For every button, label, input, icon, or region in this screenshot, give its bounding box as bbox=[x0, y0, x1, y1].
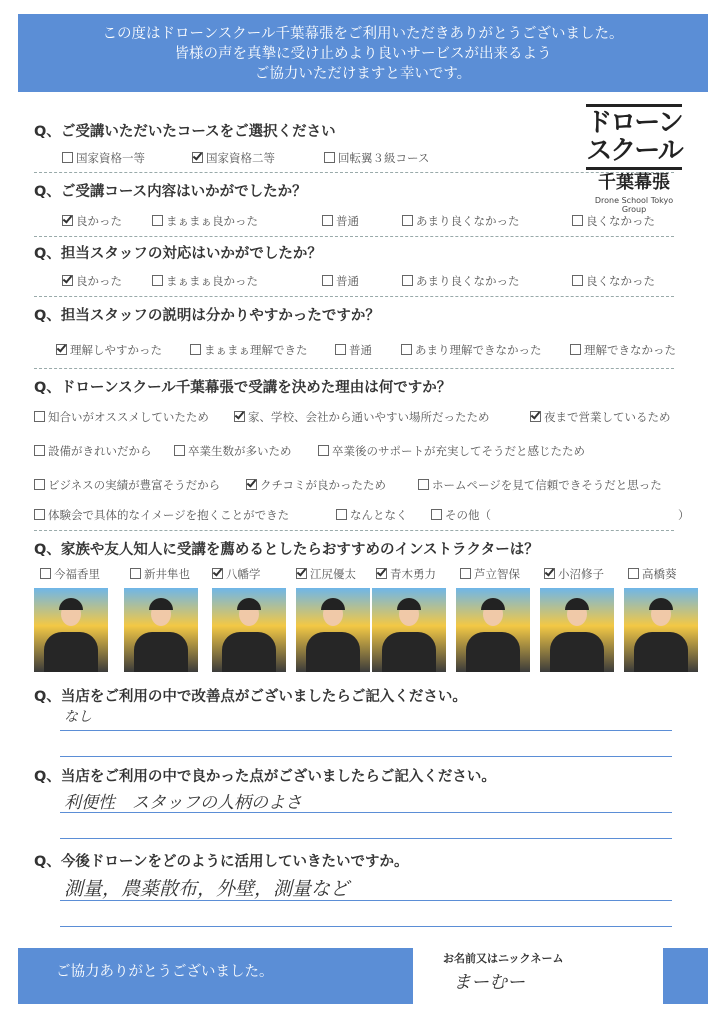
checkbox[interactable] bbox=[152, 215, 163, 226]
q3-option-4[interactable] bbox=[402, 273, 520, 289]
question-2: Q、ご受講コース内容はいかがでしたか？ bbox=[34, 184, 307, 200]
option-label: 良かった bbox=[76, 274, 122, 288]
option-label: 卒業後のサポートが充実してそうだと感じたため bbox=[332, 444, 585, 458]
checkbox[interactable] bbox=[318, 445, 329, 456]
checkbox[interactable] bbox=[401, 344, 412, 355]
q4-option-4[interactable] bbox=[401, 342, 542, 358]
header-line-1: この度はドローンスクール千葉幕張をご利用いただきありがとうございました。 bbox=[102, 26, 624, 42]
answer-line bbox=[60, 756, 672, 757]
checkbox[interactable] bbox=[34, 445, 45, 456]
q5-option-5[interactable] bbox=[174, 443, 292, 459]
option-label: 普通 bbox=[349, 343, 372, 357]
q2-option-4[interactable] bbox=[402, 213, 520, 229]
name-field[interactable]: まーむー bbox=[453, 972, 525, 993]
q3-option-2[interactable] bbox=[152, 273, 258, 289]
checkbox[interactable] bbox=[336, 509, 347, 520]
checkbox[interactable] bbox=[570, 344, 581, 355]
option-label: 夜まで営業しているため bbox=[544, 410, 671, 424]
question-6: Q、家族や友人知人に受講を薦めるとしたらおすすめのインストラクターは？ bbox=[34, 542, 539, 558]
logo-line-1: ドローン bbox=[586, 108, 682, 138]
q1-option-2[interactable] bbox=[192, 150, 275, 166]
q4-option-5[interactable] bbox=[570, 342, 676, 358]
checkbox[interactable] bbox=[190, 344, 201, 355]
option-label: 良くなかった bbox=[586, 274, 655, 288]
instructor-photo-7 bbox=[540, 588, 614, 672]
q8-answer[interactable]: 利便性 スタッフの人柄のよさ bbox=[64, 793, 302, 813]
checkbox[interactable] bbox=[324, 152, 335, 163]
checkbox-checked[interactable] bbox=[246, 479, 257, 490]
instructor-option-6[interactable] bbox=[460, 566, 520, 582]
q5-option-2[interactable] bbox=[234, 409, 490, 425]
q5-option-10[interactable] bbox=[34, 507, 289, 523]
instructor-name: 江尻優太 bbox=[310, 567, 356, 581]
instructor-option-7[interactable] bbox=[544, 566, 604, 582]
q2-option-1[interactable] bbox=[62, 213, 122, 229]
checkbox[interactable] bbox=[460, 568, 471, 579]
q5-option-8[interactable] bbox=[246, 477, 386, 493]
checkbox-checked[interactable] bbox=[62, 215, 73, 226]
option-label: 国家資格二等 bbox=[206, 151, 275, 165]
question-9: Q、今後ドローンをどのように活用していきたいですか。 bbox=[34, 854, 409, 870]
checkbox-checked[interactable] bbox=[296, 568, 307, 579]
option-label: 理解できなかった bbox=[584, 343, 676, 357]
question-4: Q、担当スタッフの説明は分かりやすかったですか？ bbox=[34, 308, 380, 324]
option-label: クチコミが良かったため bbox=[260, 478, 387, 492]
question-1: Q、ご受講いただいたコースをご選択ください bbox=[34, 124, 336, 140]
option-label: あまり良くなかった bbox=[416, 274, 520, 288]
instructor-name: 小沼修子 bbox=[558, 567, 604, 581]
checkbox-checked[interactable] bbox=[376, 568, 387, 579]
q4-option-3[interactable] bbox=[335, 342, 372, 358]
instructor-photo-4 bbox=[296, 588, 370, 672]
checkbox[interactable] bbox=[402, 275, 413, 286]
option-label: ホームページを見て信頼できそうだと思った bbox=[432, 478, 662, 492]
checkbox[interactable] bbox=[431, 509, 442, 520]
instructor-photo-8 bbox=[624, 588, 698, 672]
option-label: 設備がきれいだから bbox=[48, 444, 152, 458]
instructor-name: 芦立智保 bbox=[474, 567, 520, 581]
q1-option-1[interactable] bbox=[62, 150, 145, 166]
checkbox-checked[interactable] bbox=[62, 275, 73, 286]
checkbox[interactable] bbox=[628, 568, 639, 579]
option-label: 普通 bbox=[336, 274, 359, 288]
checkbox[interactable] bbox=[322, 275, 333, 286]
checkbox-checked[interactable] bbox=[234, 411, 245, 422]
instructor-name: 青木勇力 bbox=[390, 567, 436, 581]
q5-option-11[interactable] bbox=[336, 507, 408, 523]
q9-answer[interactable]: 測量，農薬散布，外壁，測量など bbox=[64, 878, 350, 900]
instructor-option-3[interactable] bbox=[212, 566, 261, 582]
option-label: 体験会で具体的なイメージを抱くことができた bbox=[48, 508, 290, 522]
checkbox[interactable] bbox=[402, 215, 413, 226]
checkbox-checked[interactable] bbox=[212, 568, 223, 579]
name-box bbox=[413, 948, 663, 1004]
q5-option-7[interactable] bbox=[34, 477, 220, 493]
q5-option-1[interactable] bbox=[34, 409, 209, 425]
option-label: あまり理解できなかった bbox=[415, 343, 542, 357]
question-3: Q、担当スタッフの対応はいかがでしたか？ bbox=[34, 246, 322, 262]
option-label: 家、学校、会社から通いやすい場所だったため bbox=[248, 410, 490, 424]
header-line-3: ご協力いただけますと幸いです。 bbox=[254, 66, 472, 82]
q3-option-3[interactable] bbox=[322, 273, 359, 289]
checkbox-checked[interactable] bbox=[544, 568, 555, 579]
q3-option-1[interactable] bbox=[62, 273, 122, 289]
q5-option-12[interactable] bbox=[431, 507, 491, 523]
q2-option-2[interactable] bbox=[152, 213, 258, 229]
q1-option-3[interactable] bbox=[324, 150, 429, 166]
option-label: なんとなく bbox=[350, 508, 408, 522]
question-7: Q、当店をご利用の中で改善点がございましたらご記入ください。 bbox=[34, 689, 467, 705]
instructor-photo-5 bbox=[372, 588, 446, 672]
instructor-name: 新井隼也 bbox=[144, 567, 190, 581]
instructor-option-1[interactable] bbox=[40, 566, 100, 582]
instructor-option-8[interactable] bbox=[628, 566, 677, 582]
option-label: あまり良くなかった bbox=[416, 214, 520, 228]
option-label: 卒業生数が多いため bbox=[188, 444, 292, 458]
answer-line bbox=[60, 730, 672, 731]
survey-footer bbox=[18, 948, 708, 1004]
divider bbox=[34, 236, 674, 237]
instructor-name: 八幡学 bbox=[226, 567, 261, 581]
checkbox[interactable] bbox=[335, 344, 346, 355]
q5-option-3[interactable] bbox=[530, 409, 671, 425]
header-line-2: 皆様の声を真摯に受け止めより良いサービスが出来るよう bbox=[174, 46, 552, 62]
divider bbox=[34, 172, 674, 173]
q4-option-1[interactable] bbox=[56, 342, 162, 358]
instructor-photo-1 bbox=[34, 588, 108, 672]
checkbox-checked[interactable] bbox=[530, 411, 541, 422]
instructor-name: 高橋葵 bbox=[642, 567, 677, 581]
q5-option-9[interactable] bbox=[418, 477, 662, 493]
checkbox-checked[interactable] bbox=[192, 152, 203, 163]
divider bbox=[34, 368, 674, 369]
name-label: お名前又はニックネーム bbox=[443, 952, 564, 965]
instructor-option-5[interactable] bbox=[376, 566, 436, 582]
survey-header bbox=[18, 14, 708, 92]
answer-line bbox=[60, 812, 672, 813]
q3-option-5[interactable] bbox=[572, 273, 655, 289]
checkbox[interactable] bbox=[152, 275, 163, 286]
logo-line-4: Drone School Tokyo Group bbox=[594, 196, 674, 214]
option-label: まぁまぁ良かった bbox=[166, 214, 258, 228]
question-8: Q、当店をご利用の中で良かった点がございましたらご記入ください。 bbox=[34, 769, 496, 785]
footer-thanks: ご協力ありがとうございました。 bbox=[56, 964, 274, 980]
checkbox[interactable] bbox=[130, 568, 141, 579]
q5-other-close: ） bbox=[678, 508, 690, 522]
checkbox[interactable] bbox=[322, 215, 333, 226]
option-label: 知合いがオススメしていたため bbox=[48, 410, 209, 424]
q5-option-6[interactable] bbox=[318, 443, 585, 459]
option-label: ビジネスの実績が豊富そうだから bbox=[48, 478, 221, 492]
answer-line bbox=[60, 838, 672, 839]
instructor-option-2[interactable] bbox=[130, 566, 190, 582]
school-logo bbox=[582, 102, 686, 214]
logo-line-2: スクール bbox=[586, 136, 682, 166]
instructor-name: 今福香里 bbox=[54, 567, 100, 581]
option-label: まぁまぁ理解できた bbox=[204, 343, 308, 357]
option-label: 国家資格一等 bbox=[76, 151, 145, 165]
option-label: 普通 bbox=[336, 214, 359, 228]
option-label: 回転翼３級コース bbox=[338, 151, 430, 165]
logo-line-3: 千葉幕張 bbox=[598, 172, 670, 193]
q2-option-5[interactable] bbox=[572, 213, 655, 229]
option-label: その他（ bbox=[445, 508, 491, 522]
q5-option-4[interactable] bbox=[34, 443, 152, 459]
divider bbox=[34, 296, 674, 297]
answer-line bbox=[60, 926, 672, 927]
answer-line bbox=[60, 900, 672, 901]
checkbox[interactable] bbox=[34, 509, 45, 520]
instructor-photo-2 bbox=[124, 588, 198, 672]
option-label: 良かった bbox=[76, 214, 122, 228]
q2-option-3[interactable] bbox=[322, 213, 359, 229]
checkbox[interactable] bbox=[34, 479, 45, 490]
option-label: まぁまぁ良かった bbox=[166, 274, 258, 288]
checkbox[interactable] bbox=[174, 445, 185, 456]
checkbox[interactable] bbox=[62, 152, 73, 163]
checkbox[interactable] bbox=[418, 479, 429, 490]
q7-answer[interactable]: なし bbox=[64, 709, 92, 725]
instructor-photo-3 bbox=[212, 588, 286, 672]
question-5: Q、ドローンスクール千葉幕張で受講を決めた理由は何ですか？ bbox=[34, 380, 452, 396]
q4-option-2[interactable] bbox=[190, 342, 308, 358]
checkbox-checked[interactable] bbox=[56, 344, 67, 355]
checkbox[interactable] bbox=[40, 568, 51, 579]
instructor-option-4[interactable] bbox=[296, 566, 356, 582]
checkbox[interactable] bbox=[572, 275, 583, 286]
instructor-photo-6 bbox=[456, 588, 530, 672]
checkbox[interactable] bbox=[34, 411, 45, 422]
checkbox[interactable] bbox=[572, 215, 583, 226]
divider bbox=[34, 530, 674, 531]
option-label: 良くなかった bbox=[586, 214, 655, 228]
option-label: 理解しやすかった bbox=[70, 343, 162, 357]
